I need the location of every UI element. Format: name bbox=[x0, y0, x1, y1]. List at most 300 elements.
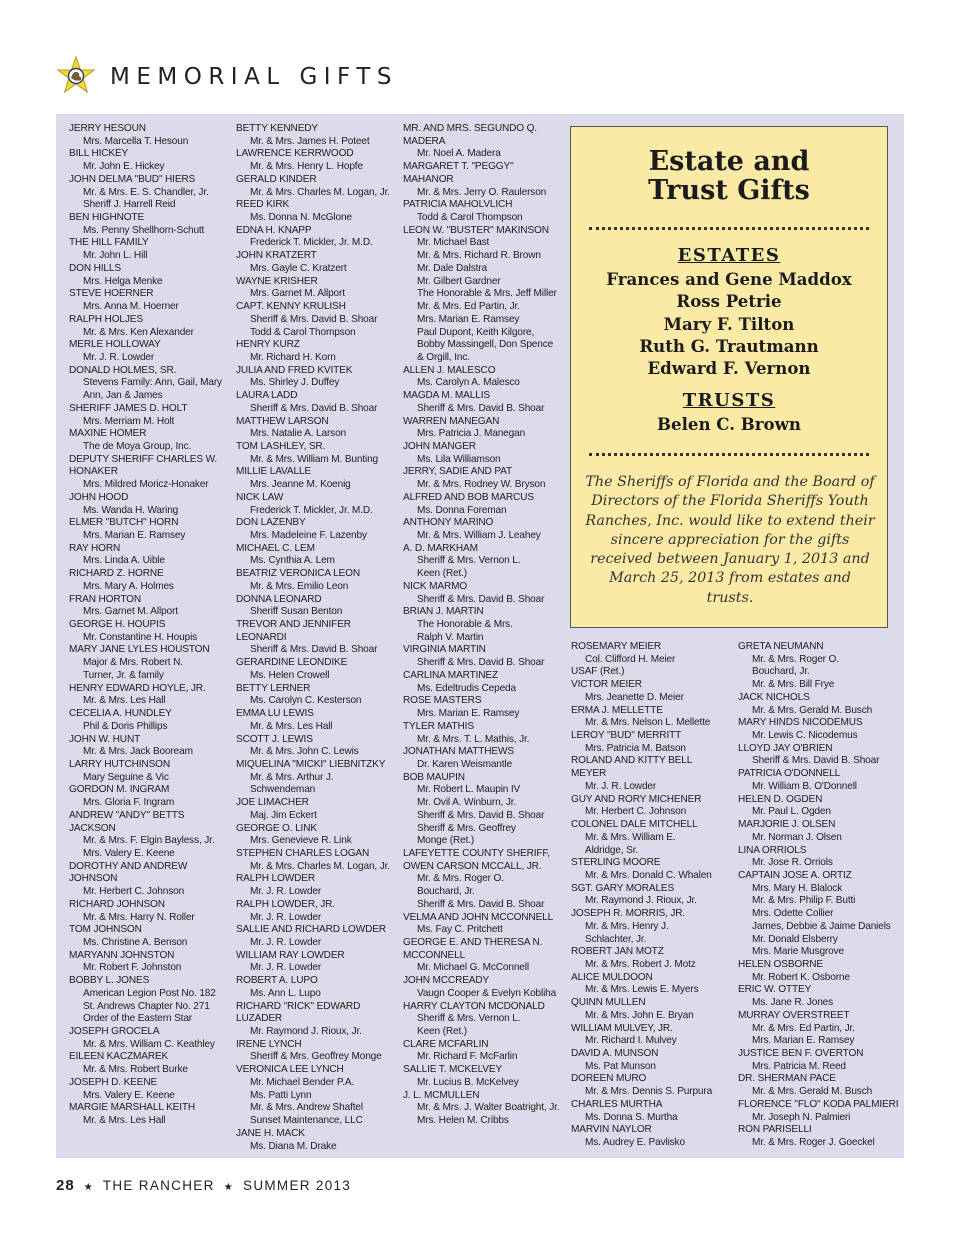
donor-line: Mr. & Mrs. Robert J. Motz bbox=[585, 958, 696, 970]
donor-line: Mrs. Marian E. Ramsey bbox=[417, 708, 520, 720]
donor-line: Mrs. Marian E. Ramsey bbox=[417, 313, 520, 325]
donor-line: Ms. Wanda H. Waring bbox=[83, 504, 179, 516]
honoree-line: MARVIN NAYLOR bbox=[571, 1124, 652, 1136]
donor-line: Ms. Fay C. Pritchett bbox=[417, 924, 503, 936]
donor-line: American Legion Post No. 182 bbox=[83, 987, 216, 999]
issue-date: SUMMER 2013 bbox=[243, 1178, 352, 1193]
donor-line: Mrs. Odette Collier bbox=[752, 908, 834, 920]
donor-line: Mrs. Garnet M. Allport bbox=[83, 606, 178, 618]
honoree-line: ALFRED AND BOB MARCUS bbox=[403, 491, 534, 503]
honoree-line: ALICE MULDOON bbox=[571, 971, 653, 983]
honoree-line: SHERIFF JAMES D. HOLT bbox=[69, 402, 188, 414]
donor-line: Mrs. Patricia M. Reed bbox=[752, 1060, 846, 1072]
donor-line: Sheriff & Mrs. David B. Shoar bbox=[417, 657, 545, 669]
honoree-line: BETTY LERNER bbox=[236, 682, 311, 694]
honoree-line: LINA ORRIOLS bbox=[738, 844, 807, 856]
donor-line: Sheriff & Mrs. David B. Shoar bbox=[250, 644, 378, 656]
donor-line: Bouchard, Jr. bbox=[752, 666, 810, 678]
honoree-line: USAF (Ret.) bbox=[571, 666, 625, 678]
honoree-line: MAXINE HOMER bbox=[69, 428, 147, 440]
honoree-line: HENRY EDWARD HOYLE, JR. bbox=[69, 682, 206, 694]
donor-line: Mr. Richard H. Korn bbox=[250, 351, 336, 363]
honoree-line: DON HILLS bbox=[69, 262, 121, 274]
honoree-line: JOSEPH R. MORRIS, JR. bbox=[571, 908, 686, 920]
donor-line: Ms. Christine A. Benson bbox=[83, 937, 188, 948]
honoree-line: VICTOR MEIER bbox=[571, 679, 642, 691]
honoree-line: CAPT. KENNY KRULISH bbox=[236, 301, 346, 313]
honoree-line: TYLER MATHIS bbox=[403, 720, 474, 732]
donor-line: Bobby Massingell, Don Spence bbox=[417, 339, 554, 351]
honoree-line: LEONARDI bbox=[236, 631, 287, 643]
donor-line: Dr. Karen Weismantle bbox=[417, 758, 512, 770]
donor-line: Mrs. Mary A. Holmes bbox=[83, 580, 174, 592]
honoree-line: DONALD HOLMES, SR. bbox=[69, 364, 177, 376]
honoree-line: MCCONNELL bbox=[403, 949, 466, 961]
dotted-divider bbox=[589, 227, 869, 230]
donor-line: Mrs. Marie Musgrove bbox=[752, 946, 844, 958]
donor-line: Mr. & Mrs. Charles M. Logan, Jr. bbox=[250, 186, 390, 198]
honoree-line: EILEEN KACZMAREK bbox=[69, 1051, 169, 1063]
donor-line: Ms. Lila Williamson bbox=[417, 453, 501, 465]
estate-trust-title-line1: Estate and bbox=[648, 146, 810, 177]
donor-line: Mr. & Mrs. Roger O. bbox=[752, 653, 839, 665]
donor-line: Mr. & Mrs. Donald C. Whalen bbox=[585, 869, 712, 881]
page-footer bbox=[56, 1177, 351, 1194]
honoree-line: ANTHONY MARINO bbox=[403, 517, 494, 529]
donor-line: Mr. & Mrs. E. S. Chandler, Jr. bbox=[83, 186, 209, 198]
donor-line: Ms. Ann L. Lupo bbox=[250, 987, 321, 999]
honoree-line: CAPTAIN JOSE A. ORTIZ bbox=[738, 869, 852, 881]
honoree-line: JOHN DELMA "BUD" HIERS bbox=[69, 173, 196, 185]
estate-trust-box bbox=[570, 126, 888, 628]
honoree-line: STERLING MOORE bbox=[571, 857, 661, 869]
donor-line: Mr. Raymond J. Rioux, Jr. bbox=[250, 1026, 362, 1038]
donor-line: Ms. Edeltrudis Cepeda bbox=[417, 682, 516, 694]
honoree-line: DR. SHERMAN PACE bbox=[738, 1073, 836, 1085]
honoree-line: HONAKER bbox=[69, 466, 118, 478]
honoree-line: JOSEPH GROCELA bbox=[69, 1026, 160, 1038]
estate-trust-title-line2: Trust Gifts bbox=[648, 175, 810, 206]
honoree-line: TOM JOHNSON bbox=[69, 924, 142, 936]
donor-line: Mr. J. R. Lowder bbox=[250, 962, 322, 974]
honoree-line: DAVID A. MUNSON bbox=[571, 1048, 659, 1059]
honoree-line: JOHN MANGER bbox=[403, 440, 476, 452]
donor-line: Mr. Jose R. Orriols bbox=[752, 857, 833, 869]
donor-line: Mr. & Mrs. J. Walter Boatright, Jr. bbox=[417, 1102, 560, 1114]
donor-line: Mr. Robert K. Osborne bbox=[752, 971, 850, 983]
donor-line: Mrs. Gayle C. Kratzert bbox=[250, 262, 347, 274]
honoree-line: LAURA LADD bbox=[236, 390, 298, 402]
donor-line: Ann, Jan & James bbox=[83, 390, 163, 402]
donor-line: Mr. J. R. Lowder bbox=[585, 780, 657, 792]
honoree-line: RALPH LOWDER, JR. bbox=[236, 898, 335, 910]
donor-line: Sheriff & Mrs. Vernon L. bbox=[417, 1013, 521, 1025]
donor-line: Ms. Pat Munson bbox=[585, 1060, 656, 1072]
honoree-line: MIQUELINA "MICKI" LIEBNITZKY bbox=[236, 758, 386, 770]
honoree-line: RALPH LOWDER bbox=[236, 873, 315, 885]
honoree-line: JULIA AND FRED KVITEK bbox=[236, 364, 353, 376]
honoree-line: BETTY KENNEDY bbox=[236, 123, 318, 134]
honoree-line: GRETA NEUMANN bbox=[738, 641, 824, 652]
donor-line: Mr. & Mrs. Philip F. Butti bbox=[752, 895, 856, 907]
donor-line: Ms. Jane R. Jones bbox=[752, 997, 834, 1009]
donor-line: Mrs. Garnet M. Allport bbox=[250, 288, 345, 300]
honoree-line: SALLIE T. MCKELVEY bbox=[403, 1064, 503, 1076]
donor-line: Ms. Cynthia A. Lem bbox=[250, 555, 335, 567]
honoree-line: TREVOR AND JENNIFER bbox=[236, 619, 351, 631]
donor-line: Mr. Richard I. Mulvey bbox=[585, 1035, 677, 1047]
donor-line: Mr. & Mrs. Arthur J. bbox=[250, 771, 334, 783]
donor-line: Todd & Carol Thompson bbox=[417, 212, 523, 224]
honoree-line: JOSEPH D. KEENE bbox=[69, 1076, 158, 1088]
donor-line: Mr. Joseph N. Palmieri bbox=[752, 1111, 851, 1123]
honoree-line: WAYNE KRISHER bbox=[236, 275, 318, 287]
estates-heading: ESTATES bbox=[677, 245, 781, 266]
donor-line: Mr. & Mrs. Harry N. Roller bbox=[83, 911, 195, 923]
donor-line: Mr. & Mrs. Henry L. Hopfe bbox=[250, 161, 363, 173]
donor-line: Mrs. Natalie A. Larson bbox=[250, 428, 346, 440]
donor-line: Mr. & Mrs. Les Hall bbox=[250, 720, 333, 732]
honoree-line: JONATHAN MATTHEWS bbox=[403, 746, 514, 758]
donor-line: Mrs. Valery E. Keene bbox=[83, 1089, 175, 1101]
honoree-line: GERARDINE LEONDIKE bbox=[236, 657, 348, 669]
honoree-line: MR. AND MRS. SEGUNDO Q. bbox=[403, 123, 537, 134]
estate-name: Ruth G. Trautmann bbox=[639, 335, 819, 356]
honoree-line: MARY HINDS NICODEMUS bbox=[738, 717, 863, 729]
donor-line: Mrs. Madeleine F. Lazenby bbox=[250, 530, 367, 541]
honoree-line: CARLINA MARTINEZ bbox=[403, 669, 499, 681]
honoree-line: MURRAY OVERSTREET bbox=[738, 1009, 850, 1021]
donor-line: St. Andrews Chapter No. 271 bbox=[83, 1000, 210, 1012]
donor-line: Mrs. Linda A. Uible bbox=[83, 555, 165, 567]
donor-line: Mr. & Mrs. Henry J. bbox=[585, 920, 669, 932]
honoree-line: IRENE LYNCH bbox=[236, 1038, 302, 1050]
donor-line: Order of the Eastern Star bbox=[83, 1013, 193, 1025]
donor-line: Mr. & Mrs. Roger O. bbox=[417, 873, 504, 885]
honoree-line: MERLE HOLLOWAY bbox=[69, 339, 161, 351]
honoree-line: LARRY HUTCHINSON bbox=[69, 758, 170, 770]
honoree-line: LAWRENCE KERRWOOD bbox=[236, 148, 354, 160]
donor-line: Mr. & Mrs. William J. Leahey bbox=[417, 530, 541, 541]
donor-line: Frederick T. Mickler, Jr. M.D. bbox=[250, 237, 373, 249]
footer-separator-star: ★ bbox=[83, 1182, 95, 1193]
donor-line: Sheriff & Mrs. Vernon L. bbox=[417, 555, 521, 567]
donor-line: Mr. Lucius B. McKelvey bbox=[417, 1076, 519, 1088]
honoree-line: JACKSON bbox=[69, 822, 116, 834]
donor-line: Mr. Michael Bast bbox=[417, 237, 490, 249]
donor-line: Ms. Carolyn C. Kesterson bbox=[250, 695, 362, 707]
donor-line: Mr. Lewis C. Nicodemus bbox=[752, 730, 858, 742]
honoree-line: ROSEMARY MEIER bbox=[571, 641, 662, 652]
honoree-line: VIRGINIA MARTIN bbox=[403, 644, 486, 656]
honoree-line: HARRY CLAYTON MCDONALD bbox=[403, 1000, 545, 1012]
honoree-line: MARY JANE LYLES HOUSTON bbox=[69, 644, 210, 656]
donor-line: Mr. Paul L. Ogden bbox=[752, 806, 831, 818]
donor-line: Mr. Gilbert Gardner bbox=[417, 275, 501, 287]
honoree-line: LLOYD JAY O'BRIEN bbox=[738, 742, 833, 754]
donor-line: Mr. Robert F. Johnston bbox=[83, 962, 182, 974]
donor-line: Mrs. Helen M. Cribbs bbox=[417, 1115, 509, 1127]
honoree-line: RALPH HOLJES bbox=[69, 313, 143, 325]
honoree-line: SCOTT J. LEWIS bbox=[236, 733, 313, 745]
donor-line: Mr. & Mrs. John C. Lewis bbox=[250, 746, 359, 758]
honoree-line: RON PARISELLI bbox=[738, 1124, 812, 1136]
honoree-line: SGT. GARY MORALES bbox=[571, 882, 675, 894]
donor-line: Mr. & Mrs. Ken Alexander bbox=[83, 326, 194, 338]
donor-line: Mr. J. R. Lowder bbox=[250, 911, 322, 923]
donor-line: Mr. J. R. Lowder bbox=[83, 351, 155, 363]
donor-line: Stevens Family: Ann, Gail, Mary bbox=[83, 377, 222, 389]
donor-line: Mr. & Mrs. Gerald M. Busch bbox=[752, 1086, 873, 1098]
donor-line: Mr. & Mrs. Ed Partin, Jr. bbox=[752, 1022, 855, 1034]
donor-line: The de Moya Group, Inc. bbox=[83, 440, 192, 452]
donor-line: Mr. Michael G. McConnell bbox=[417, 962, 529, 974]
donor-line: Schwendeman bbox=[250, 784, 316, 796]
honoree-line: MADERA bbox=[403, 135, 446, 147]
donor-line: Ms. Donna Foreman bbox=[417, 504, 507, 516]
honoree-line: DEPUTY SHERIFF CHARLES W. bbox=[69, 453, 218, 465]
donor-line: Sheriff & Mrs. Geoffrey bbox=[417, 822, 516, 834]
donor-line: Sheriff & Mrs. David B. Shoar bbox=[250, 402, 378, 414]
donor-line: Mr. & Mrs. Lewis E. Myers bbox=[585, 984, 699, 996]
honoree-line: GERALD KINDER bbox=[236, 173, 317, 185]
honoree-line: GEORGE O. LINK bbox=[236, 822, 317, 834]
honoree-line: HELEN OSBORNE bbox=[738, 958, 823, 970]
donor-line: Todd & Carol Thompson bbox=[250, 326, 356, 338]
honoree-line: ELMER "BUTCH" HORN bbox=[69, 517, 179, 529]
donor-line: Mr. & Mrs. Jack Booream bbox=[83, 746, 193, 758]
memorial-column-3 bbox=[403, 123, 559, 1128]
honoree-line: EMMA LU LEWIS bbox=[236, 708, 314, 720]
honoree-line: MICHAEL C. LEM bbox=[236, 542, 315, 554]
donor-line: Mrs. Jeanne M. Koenig bbox=[250, 479, 351, 491]
estate-name: Ross Petrie bbox=[676, 291, 782, 312]
honoree-line: MATTHEW LARSON bbox=[236, 415, 329, 427]
donor-line: Mr. William B. O'Donnell bbox=[752, 780, 857, 792]
donor-line: Ralph V. Martin bbox=[417, 631, 484, 643]
honoree-line: CHARLES MURTHA bbox=[571, 1098, 663, 1110]
trusts-heading: TRUSTS bbox=[682, 390, 776, 411]
donor-line: Sheriff & Mrs. David B. Shoar bbox=[250, 313, 378, 325]
donor-line: The Honorable & Mrs. bbox=[417, 619, 513, 631]
honoree-line: MILLIE LAVALLE bbox=[236, 466, 311, 478]
donor-line: Sheriff & Mrs. David B. Shoar bbox=[417, 898, 545, 910]
honoree-line: COLONEL DALE MITCHELL bbox=[571, 819, 698, 831]
honoree-line: GEORGE H. HOUPIS bbox=[69, 619, 166, 631]
donor-line: Mr. John E. Hickey bbox=[83, 161, 165, 173]
donor-line: Mr. Herbert C. Johnson bbox=[83, 886, 185, 898]
memorial-column-4 bbox=[571, 641, 712, 1150]
trust-name: Belen C. Brown bbox=[657, 414, 801, 434]
honoree-line: GEORGE E. AND THERESA N. bbox=[403, 937, 543, 948]
estates-list bbox=[571, 268, 887, 379]
donor-line: & Orgill, Inc. bbox=[417, 351, 470, 363]
donor-line: Mrs. Mildred Moricz-Honaker bbox=[83, 479, 209, 491]
donor-line: Mr. & Mrs. Andrew Shaftel bbox=[250, 1102, 363, 1114]
donor-line: Mrs. Genevieve R. Link bbox=[250, 835, 352, 847]
donor-line: Mrs. Marian E. Ramsey bbox=[83, 530, 186, 541]
donor-line: Mr. & Mrs. Les Hall bbox=[83, 1115, 166, 1127]
donor-line: Mrs. Helga Menke bbox=[83, 275, 163, 287]
honoree-line: BEN HIGHNOTE bbox=[69, 212, 145, 224]
honoree-line: JOHN MCCREADY bbox=[403, 975, 490, 987]
donor-line: Frederick T. Mickler, Jr. M.D. bbox=[250, 504, 373, 516]
honoree-line: BEATRIZ VERONICA LEON bbox=[236, 568, 360, 580]
donor-line: Ms. Donna S. Murtha bbox=[585, 1111, 678, 1123]
honoree-line: LAFEYETTE COUNTY SHERIFF, bbox=[403, 847, 550, 859]
honoree-line: MARGARET T. "PEGGY" bbox=[403, 161, 514, 173]
donor-line: Ms. Audrey E. Pavlisko bbox=[585, 1137, 685, 1149]
memorial-column-5 bbox=[738, 641, 898, 1150]
donor-line: Mrs. Valery E. Keene bbox=[83, 847, 175, 859]
donor-line: Mr. J. R. Lowder bbox=[250, 886, 322, 898]
honoree-line: JERRY HESOUN bbox=[69, 123, 146, 134]
donor-line: Ms. Diana M. Drake bbox=[250, 1140, 337, 1152]
donor-line: Mrs. Jeanette D. Meier bbox=[585, 691, 684, 703]
trusts-list bbox=[571, 413, 887, 435]
donor-line: Ms. Donna N. McGlone bbox=[250, 212, 352, 224]
honoree-line: THE HILL FAMILY bbox=[69, 237, 149, 249]
honoree-line: RAY HORN bbox=[69, 542, 121, 554]
donor-line: Aldridge, Sr. bbox=[585, 844, 639, 856]
honoree-line: VELMA AND JOHN MCCONNELL bbox=[403, 911, 554, 923]
honoree-line: LEON W. "BUSTER" MAKINSON bbox=[403, 224, 549, 236]
honoree-line: VERONICA LEE LYNCH bbox=[236, 1064, 344, 1076]
donor-line: Mr. Constantine H. Houpis bbox=[83, 631, 198, 643]
honoree-line: RICHARD Z. HORNE bbox=[69, 568, 164, 580]
honoree-line: HENRY KURZ bbox=[236, 339, 300, 351]
donor-line: Mrs. Patricia J. Manegan bbox=[417, 428, 526, 440]
honoree-line: WARREN MANEGAN bbox=[403, 415, 500, 427]
honoree-line: JOE LIMACHER bbox=[236, 797, 309, 809]
honoree-line: ALLEN J. MALESCO bbox=[403, 364, 496, 376]
sheriff-star-icon bbox=[56, 56, 96, 96]
honoree-line: DOROTHY AND ANDREW bbox=[69, 860, 188, 872]
honoree-line: ERIC W. OTTEY bbox=[738, 984, 812, 996]
donor-line: Mr. & Mrs. James H. Poteet bbox=[250, 135, 370, 147]
donor-line: Mrs. Mary H. Blalock bbox=[752, 882, 843, 894]
donor-line: Mr. & Mrs. Nelson L. Mellette bbox=[585, 717, 711, 729]
honoree-line: DOREEN MURO bbox=[571, 1073, 647, 1085]
donor-line: Mr. & Mrs. John E. Bryan bbox=[585, 1009, 694, 1021]
honoree-line: ERMA J. MELLETTE bbox=[571, 704, 663, 716]
honoree-line: ROSE MASTERS bbox=[403, 695, 482, 707]
honoree-line: JOHN HOOD bbox=[69, 491, 129, 503]
honoree-line: MARJORIE J. OLSEN bbox=[738, 819, 836, 831]
honoree-line: OWEN CARSON MCCALL, JR. bbox=[403, 860, 542, 872]
honoree-line: JOHNSON bbox=[69, 873, 118, 885]
honoree-line: A. D. MARKHAM bbox=[403, 542, 478, 554]
page-number: 28 bbox=[56, 1177, 75, 1194]
donor-line: Mr. & Mrs. F. Elgin Bayless, Jr. bbox=[83, 835, 215, 847]
donor-line: Sheriff & Mrs. David B. Shoar bbox=[417, 809, 545, 821]
honoree-line: J. L. MCMULLEN bbox=[403, 1089, 480, 1101]
donor-line: Maj. Jim Eckert bbox=[250, 809, 317, 821]
honoree-line: FLORENCE "FLO" KODA PALMIERI bbox=[738, 1098, 899, 1110]
donor-line: Mr. & Mrs. Emilio Leon bbox=[250, 580, 349, 592]
donor-line: Mr. & Mrs. Les Hall bbox=[83, 695, 166, 707]
donor-line: Mrs. Gloria F. Ingram bbox=[83, 797, 175, 809]
donor-line: Mr. & Mrs. William E. bbox=[585, 831, 676, 843]
donor-line: Mr. J. R. Lowder bbox=[250, 937, 322, 948]
honoree-line: FRAN HORTON bbox=[69, 593, 142, 605]
donor-line: Mr. & Mrs. Robert Burke bbox=[83, 1064, 188, 1076]
donor-line: Mr. & Mrs. Dennis S. Purpura bbox=[585, 1086, 713, 1098]
donor-line: Bouchard, Jr. bbox=[417, 886, 475, 898]
donor-line: Mr. Dale Dalstra bbox=[417, 262, 487, 274]
honoree-line: LUZADER bbox=[236, 1013, 283, 1025]
honoree-line: SALLIE AND RICHARD LOWDER bbox=[236, 924, 386, 936]
honoree-line: JERRY, SADIE AND PAT bbox=[403, 466, 513, 478]
donor-line: Mr. Michael Bender P.A. bbox=[250, 1076, 355, 1088]
donor-line: Ms. Helen Crowell bbox=[250, 669, 330, 681]
footer-separator-star: ★ bbox=[223, 1182, 234, 1193]
honoree-line: ANDREW "ANDY" BETTS bbox=[69, 809, 185, 821]
honoree-line: PATRICIA MAHOLVLICH bbox=[403, 199, 513, 211]
honoree-line: REED KIRK bbox=[236, 199, 290, 211]
honoree-line: JACK NICHOLS bbox=[738, 691, 810, 703]
donor-line: Sheriff & Mrs. David B. Shoar bbox=[752, 755, 880, 767]
honoree-line: WILLIAM RAY LOWDER bbox=[236, 949, 345, 961]
donor-line: Ms. Patti Lynn bbox=[250, 1089, 312, 1101]
honoree-line: GORDON M. INGRAM bbox=[69, 784, 170, 796]
honoree-line: WILLIAM MULVEY, JR. bbox=[571, 1022, 673, 1034]
donor-line: Mrs. Marcella T. Hesoun bbox=[83, 135, 189, 147]
donor-line: Mr. & Mrs. Roger J. Goeckel bbox=[752, 1137, 875, 1149]
honoree-line: RICHARD "RICK" EDWARD bbox=[236, 1000, 361, 1012]
estate-name: Frances and Gene Maddox bbox=[606, 269, 852, 289]
honoree-line: GUY AND RORY MICHENER bbox=[571, 793, 702, 805]
donor-line: James, Debbie & Jaime Daniels bbox=[752, 920, 891, 932]
donor-line: Mr. & Mrs. William M. Bunting bbox=[250, 453, 379, 465]
donor-line: Mr. Norman J. Olsen bbox=[752, 831, 842, 843]
donor-line: Sheriff Susan Benton bbox=[250, 606, 343, 618]
donor-line: Sheriff & Mrs. David B. Shoar bbox=[417, 402, 545, 414]
donor-line: Mary Seguine & Vic bbox=[83, 771, 169, 783]
donor-line: Sheriff & Mrs. Geoffrey Monge bbox=[250, 1051, 382, 1063]
honoree-line: LEROY "BUD" MERRITT bbox=[571, 730, 682, 742]
honoree-line: ROBERT JAN MOTZ bbox=[571, 946, 664, 958]
donor-line: Ms. Shirley J. Duffey bbox=[250, 377, 340, 389]
honoree-line: MARGIE MARSHALL KEITH bbox=[69, 1102, 196, 1114]
honoree-line: RICHARD JOHNSON bbox=[69, 898, 165, 910]
honoree-line: TOM LASHLEY, SR. bbox=[236, 440, 326, 452]
honoree-line: JANE H. MACK bbox=[236, 1127, 305, 1139]
honoree-line: JOHN KRATZERT bbox=[236, 250, 317, 262]
honoree-line: BOB MAUPIN bbox=[403, 771, 465, 783]
honoree-line: CLARE MCFARLIN bbox=[403, 1038, 489, 1050]
honoree-line: ROBERT A. LUPO bbox=[236, 975, 318, 987]
honoree-line: JOHN W. HUNT bbox=[69, 733, 141, 745]
donor-line: Mr. & Mrs. Bill Frye bbox=[752, 679, 835, 691]
donor-line: Mr. & Mrs. Charles M. Logan, Jr. bbox=[250, 860, 390, 872]
donor-line: Sheriff J. Harrell Reid bbox=[83, 199, 176, 211]
honoree-line: DONNA LEONARD bbox=[236, 593, 322, 605]
donor-line: Sheriff & Mrs. David B. Shoar bbox=[417, 593, 545, 605]
honoree-line: DON LAZENBY bbox=[236, 517, 306, 529]
estate-name: Edward F. Vernon bbox=[647, 358, 811, 379]
donor-line: The Honorable & Mrs. Jeff Miller bbox=[417, 288, 557, 300]
honoree-line: MEYER bbox=[571, 768, 607, 780]
donor-line: Mrs. Anna M. Hoerner bbox=[83, 301, 179, 313]
page-title: MEMORIAL GIFTS bbox=[110, 64, 399, 90]
donor-line: Major & Mrs. Robert N. bbox=[83, 657, 183, 669]
honoree-line: PATRICIA O'DONNELL bbox=[738, 768, 841, 780]
appreciation-note: The Sheriffs of Florida and the Board of Directors of the Florida Sheriffs Youth Ranches, Inc. would like to extend their sincere appreciation for the gifts received between January 1, 2013 and March 25, 2013 from estates and trusts. bbox=[585, 474, 875, 606]
honoree-line: NICK MARMO bbox=[403, 580, 468, 592]
donor-line: Mr. Richard F. McFarlin bbox=[417, 1051, 518, 1063]
honoree-line: STEVE HOERNER bbox=[69, 288, 154, 300]
